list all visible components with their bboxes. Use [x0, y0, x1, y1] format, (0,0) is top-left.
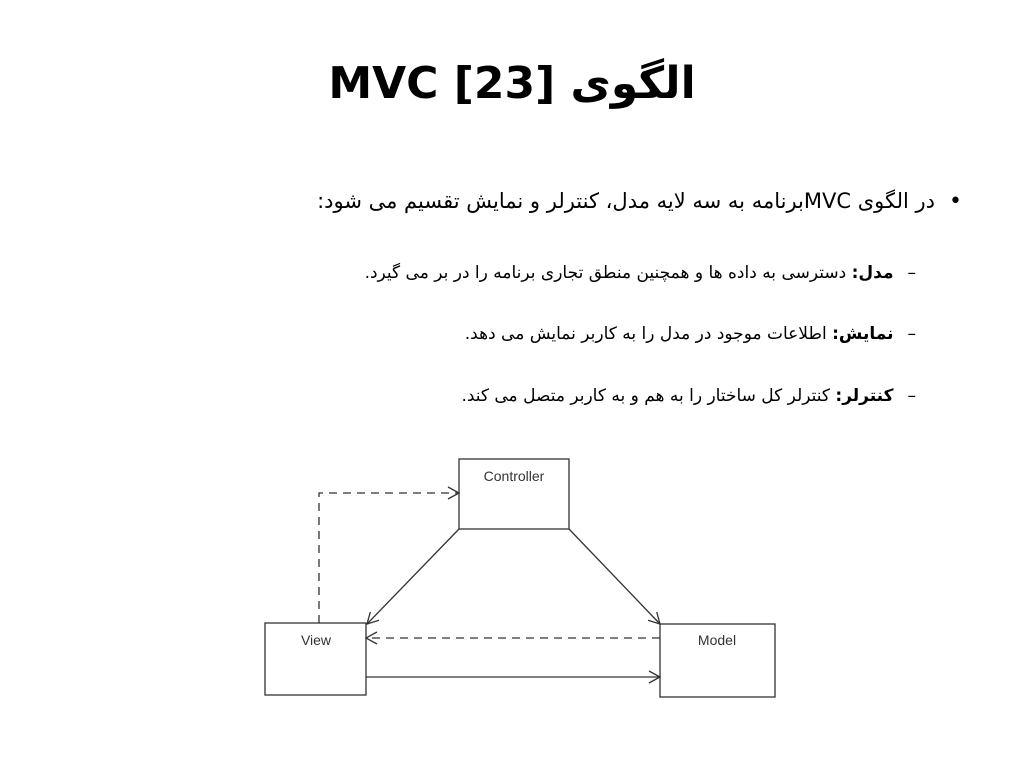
sub-bullet-term: نمایش: — [832, 324, 894, 344]
edge-controller-to-model — [569, 529, 660, 624]
controller-label: Controller — [483, 468, 545, 484]
dash-marker: – — [907, 386, 916, 406]
view-label: View — [300, 632, 332, 648]
sub-bullet-text: دسترسی به داده ها و همچنین منطق تجاری برنامه را در بر می گیرد. — [364, 263, 852, 283]
main-bullet-mvc: MVC — [803, 189, 852, 213]
main-bullet-prefix: در الگوی — [851, 189, 936, 213]
model-label: Model — [697, 632, 737, 648]
edge-view-to-controller — [319, 493, 459, 623]
slide-title: الگوی MVC [23] — [328, 58, 696, 109]
main-bullet-suffix: برنامه به سه لایه مدل، کنترلر و نمایش تقسیم می شود: — [317, 189, 804, 213]
sub-bullet-term: کنترلر: — [835, 386, 894, 406]
sub-bullet-text: کنترلر کل ساختار را به هم و به کاربر متصل می کند. — [461, 386, 836, 406]
dash-marker: – — [907, 324, 916, 344]
edge-controller-to-view — [367, 529, 459, 624]
bullet-marker: • — [949, 189, 962, 214]
sub-bullet-text: اطلاعات موجود در مدل را به کاربر نمایش می دهد. — [464, 324, 833, 344]
dash-marker: – — [907, 263, 916, 283]
sub-bullet-term: مدل: — [851, 263, 894, 283]
